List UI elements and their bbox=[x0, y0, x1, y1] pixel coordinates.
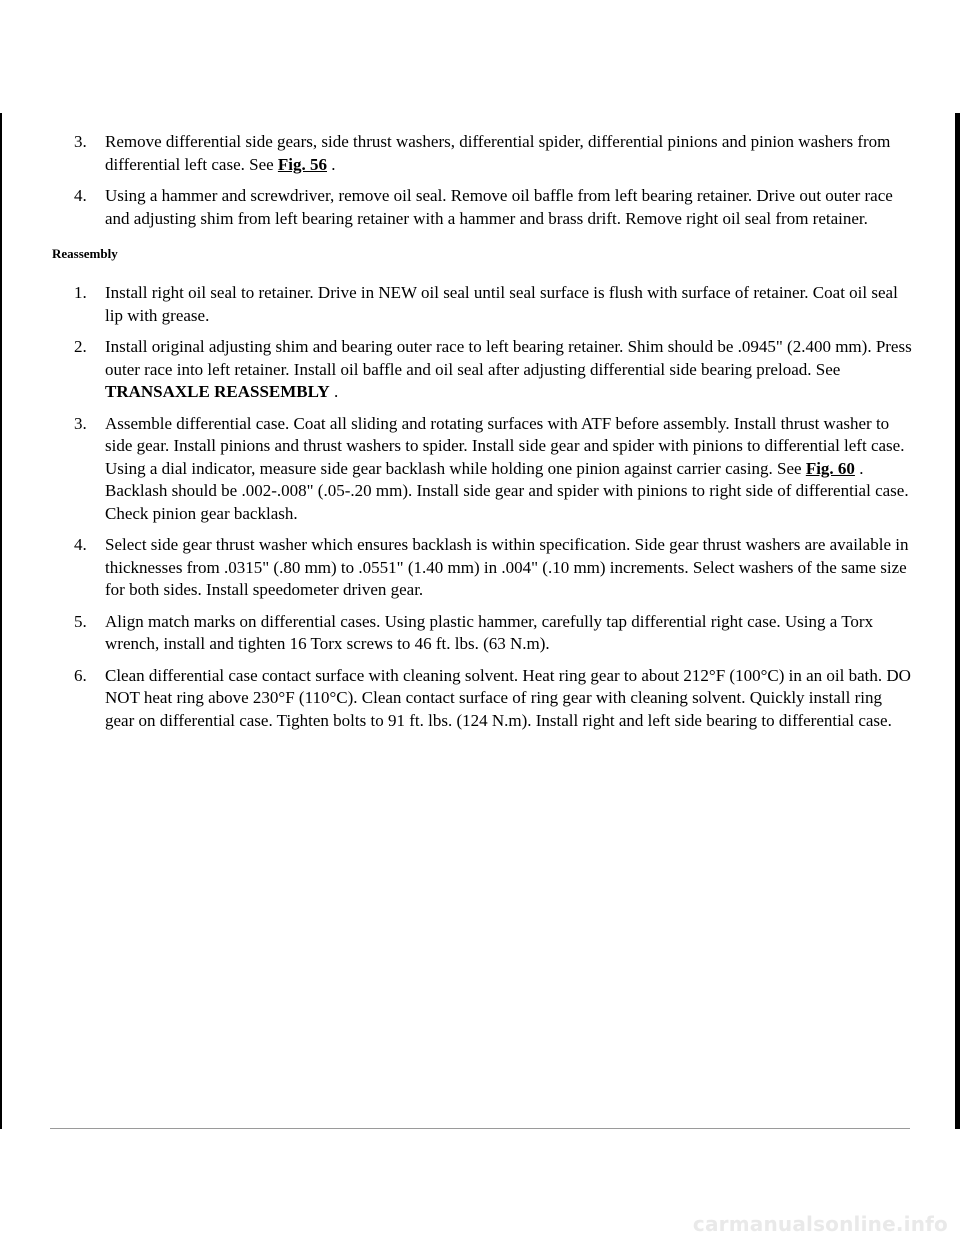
bottom-divider bbox=[50, 1128, 910, 1129]
list-item bbox=[0, 131, 955, 176]
step-number: 3. bbox=[74, 413, 87, 433]
list-item bbox=[0, 336, 955, 404]
disassembly-steps-list bbox=[0, 131, 955, 230]
step-text: Align match marks on differential cases. Using plastic hammer, carefully tap differential right case. Using a Torx wrench, install and tighten 16 Torx screws to 46 ft. lbs. (63 N.m). bbox=[105, 611, 874, 653]
fig-56-link[interactable]: Fig. 56 bbox=[277, 154, 328, 174]
list-item bbox=[0, 413, 955, 526]
step-text-tail: . bbox=[327, 154, 336, 174]
document-body bbox=[0, 131, 955, 741]
step-text: Assemble differential case. Coat all sliding and rotating surfaces with ATF before assembly. Install thrust washer to side gear. Install pinions and thrust washers to spider. Install side gear and spider with pinions to differential left case. Using a dial indicator, measure side gear backlash while holding one pinion against carrier casing. See bbox=[105, 413, 905, 478]
list-item bbox=[0, 665, 955, 733]
step-number: 4. bbox=[74, 186, 87, 205]
fig-60-link[interactable]: Fig. 60 bbox=[805, 458, 855, 478]
step-text: Remove differential side gears, side thrust washers, differential spider, differential pinions and pinion washers from differential left case. See bbox=[105, 132, 891, 174]
list-item bbox=[0, 534, 955, 602]
section-heading-reassembly: Reassembly bbox=[52, 246, 118, 261]
step-text-tail: . Backlash should be .002-.008" (.05-.20 mm). Install side gear and spider with pinions to right side of differential case. Check pinion gear backlash. bbox=[105, 458, 909, 523]
step-number: 2. bbox=[74, 337, 87, 356]
step-number: 6. bbox=[74, 665, 87, 685]
step-number: 3. bbox=[74, 132, 87, 151]
transaxle-reassembly-link[interactable]: TRANSAXLE REASSEMBLY bbox=[105, 382, 330, 401]
step-text: Install right oil seal to retainer. Drive in NEW oil seal until seal surface is flush with surface of retainer. Coat oil seal lip with grease. bbox=[105, 283, 898, 325]
step-text: Install original adjusting shim and bearing outer race to left bearing retainer. Shim should be .0945" (2.400 mm). Press outer race into left retainer. Install oil baffle and oil seal after adjusting differential side bearing preload. See bbox=[105, 337, 912, 379]
step-text-tail: . bbox=[329, 382, 339, 401]
step-text: Select side gear thrust washer which ensures backlash is within specification. Side gear thrust washers are available in thicknesses from .0315" (.80 mm) to .0551" (1.40 mm) in .004" (.10 mm) increments. Select washers of the same size for both sides. Install speedometer driven gear. bbox=[105, 535, 909, 599]
step-number: 5. bbox=[74, 611, 87, 631]
step-number: 4. bbox=[74, 535, 87, 554]
watermark: carmanualsonline.info bbox=[692, 1212, 948, 1236]
list-item bbox=[0, 185, 955, 230]
list-item bbox=[0, 611, 955, 656]
step-text: Using a hammer and screwdriver, remove oil seal. Remove oil baffle from left bearing retainer. Drive out outer race and adjusting shim from left bearing retainer with a hammer and brass drift. Remove right oil seal from retainer. bbox=[105, 186, 893, 228]
step-number: 1. bbox=[74, 283, 87, 302]
reassembly-steps-list bbox=[0, 282, 955, 732]
step-text: Clean differential case contact surface with cleaning solvent. Heat ring gear to about 212°F (100°C) in an oil bath. DO NOT heat ring above 230°F (110°C). Clean contact surface of ring gear with cleaning solvent. Quickly install ring gear on differential case. Tighten bolts to 91 ft. lbs. (124 N.m). Install right and left side bearing to differential case. bbox=[105, 665, 911, 730]
list-item bbox=[0, 282, 955, 327]
right-border bbox=[955, 113, 960, 1129]
